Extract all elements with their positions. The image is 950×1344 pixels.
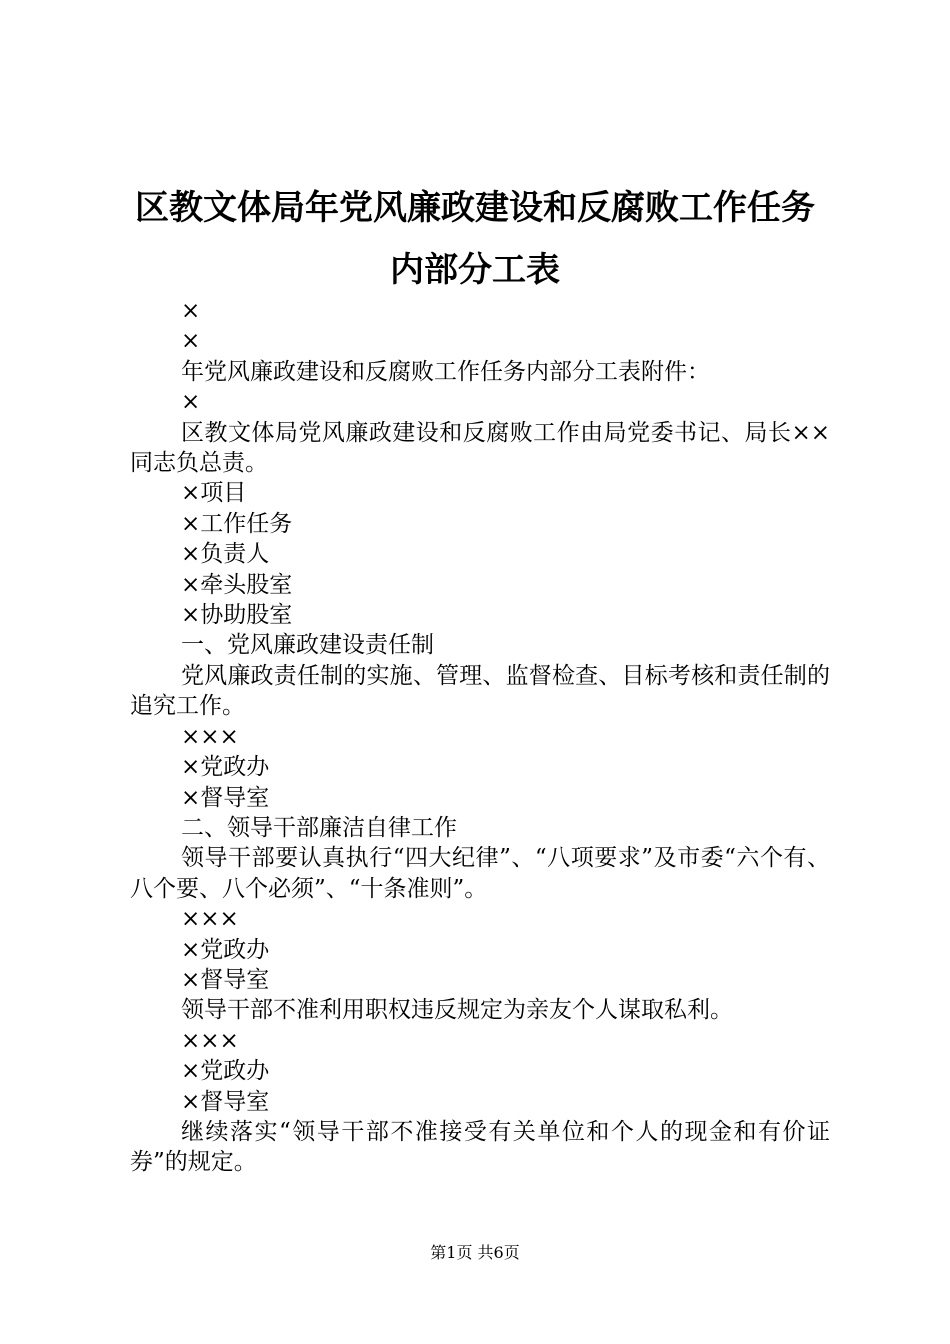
paragraph: 继续落实“领导干部不准接受有关单位和个人的现金和有价证券”的规定。 [130, 1118, 830, 1176]
paragraph: ×督导室 [181, 1088, 270, 1115]
paragraph: ×协助股室 [181, 602, 293, 629]
paragraph: 领导干部不准利用职权违反规定为亲友个人谋取私利。 [181, 997, 733, 1024]
paragraph: 年党风廉政建设和反腐败工作任务内部分工表附件： [181, 358, 710, 385]
page-footer: 第1页 共6页 [430, 1243, 520, 1262]
paragraph: ××× [181, 906, 239, 933]
paragraph: ××× [181, 1027, 239, 1054]
paragraph: ×工作任务 [181, 510, 293, 537]
paragraph: ×项目 [181, 480, 247, 507]
paragraph: × [181, 298, 201, 324]
section-heading: 一、党风廉政建设责任制 [181, 632, 434, 659]
paragraph: 党风廉政责任制的实施、管理、监督检查、目标考核和责任制的追究工作。 [130, 662, 830, 720]
paragraph: ×党政办 [181, 1058, 270, 1085]
paragraph: × [181, 328, 201, 355]
section-heading: 二、领导干部廉洁自律工作 [181, 814, 457, 841]
paragraph: 区教文体局党风廉政建设和反腐败工作由局党委书记、局长××同志负总责。 [130, 419, 830, 477]
document-title-line-1: 区教文体局年党风廉政建设和反腐败工作任务 [135, 188, 815, 228]
document-body [130, 296, 830, 1178]
paragraph: ×督导室 [181, 966, 270, 993]
paragraph: 领导干部要认真执行“四大纪律”、“八项要求”及市委“六个有、八个要、八个必须”、“十条准则”。 [130, 845, 830, 902]
paragraph: ×督导室 [181, 784, 270, 811]
paragraph: ×党政办 [181, 754, 270, 781]
paragraph: ×党政办 [181, 936, 270, 963]
paragraph: ×负责人 [181, 541, 270, 568]
paragraph: ××× [181, 723, 239, 750]
paragraph: ×牵头股室 [181, 571, 293, 598]
paragraph: × [181, 389, 201, 416]
document-title-line-2: 内部分工表 [390, 250, 560, 290]
